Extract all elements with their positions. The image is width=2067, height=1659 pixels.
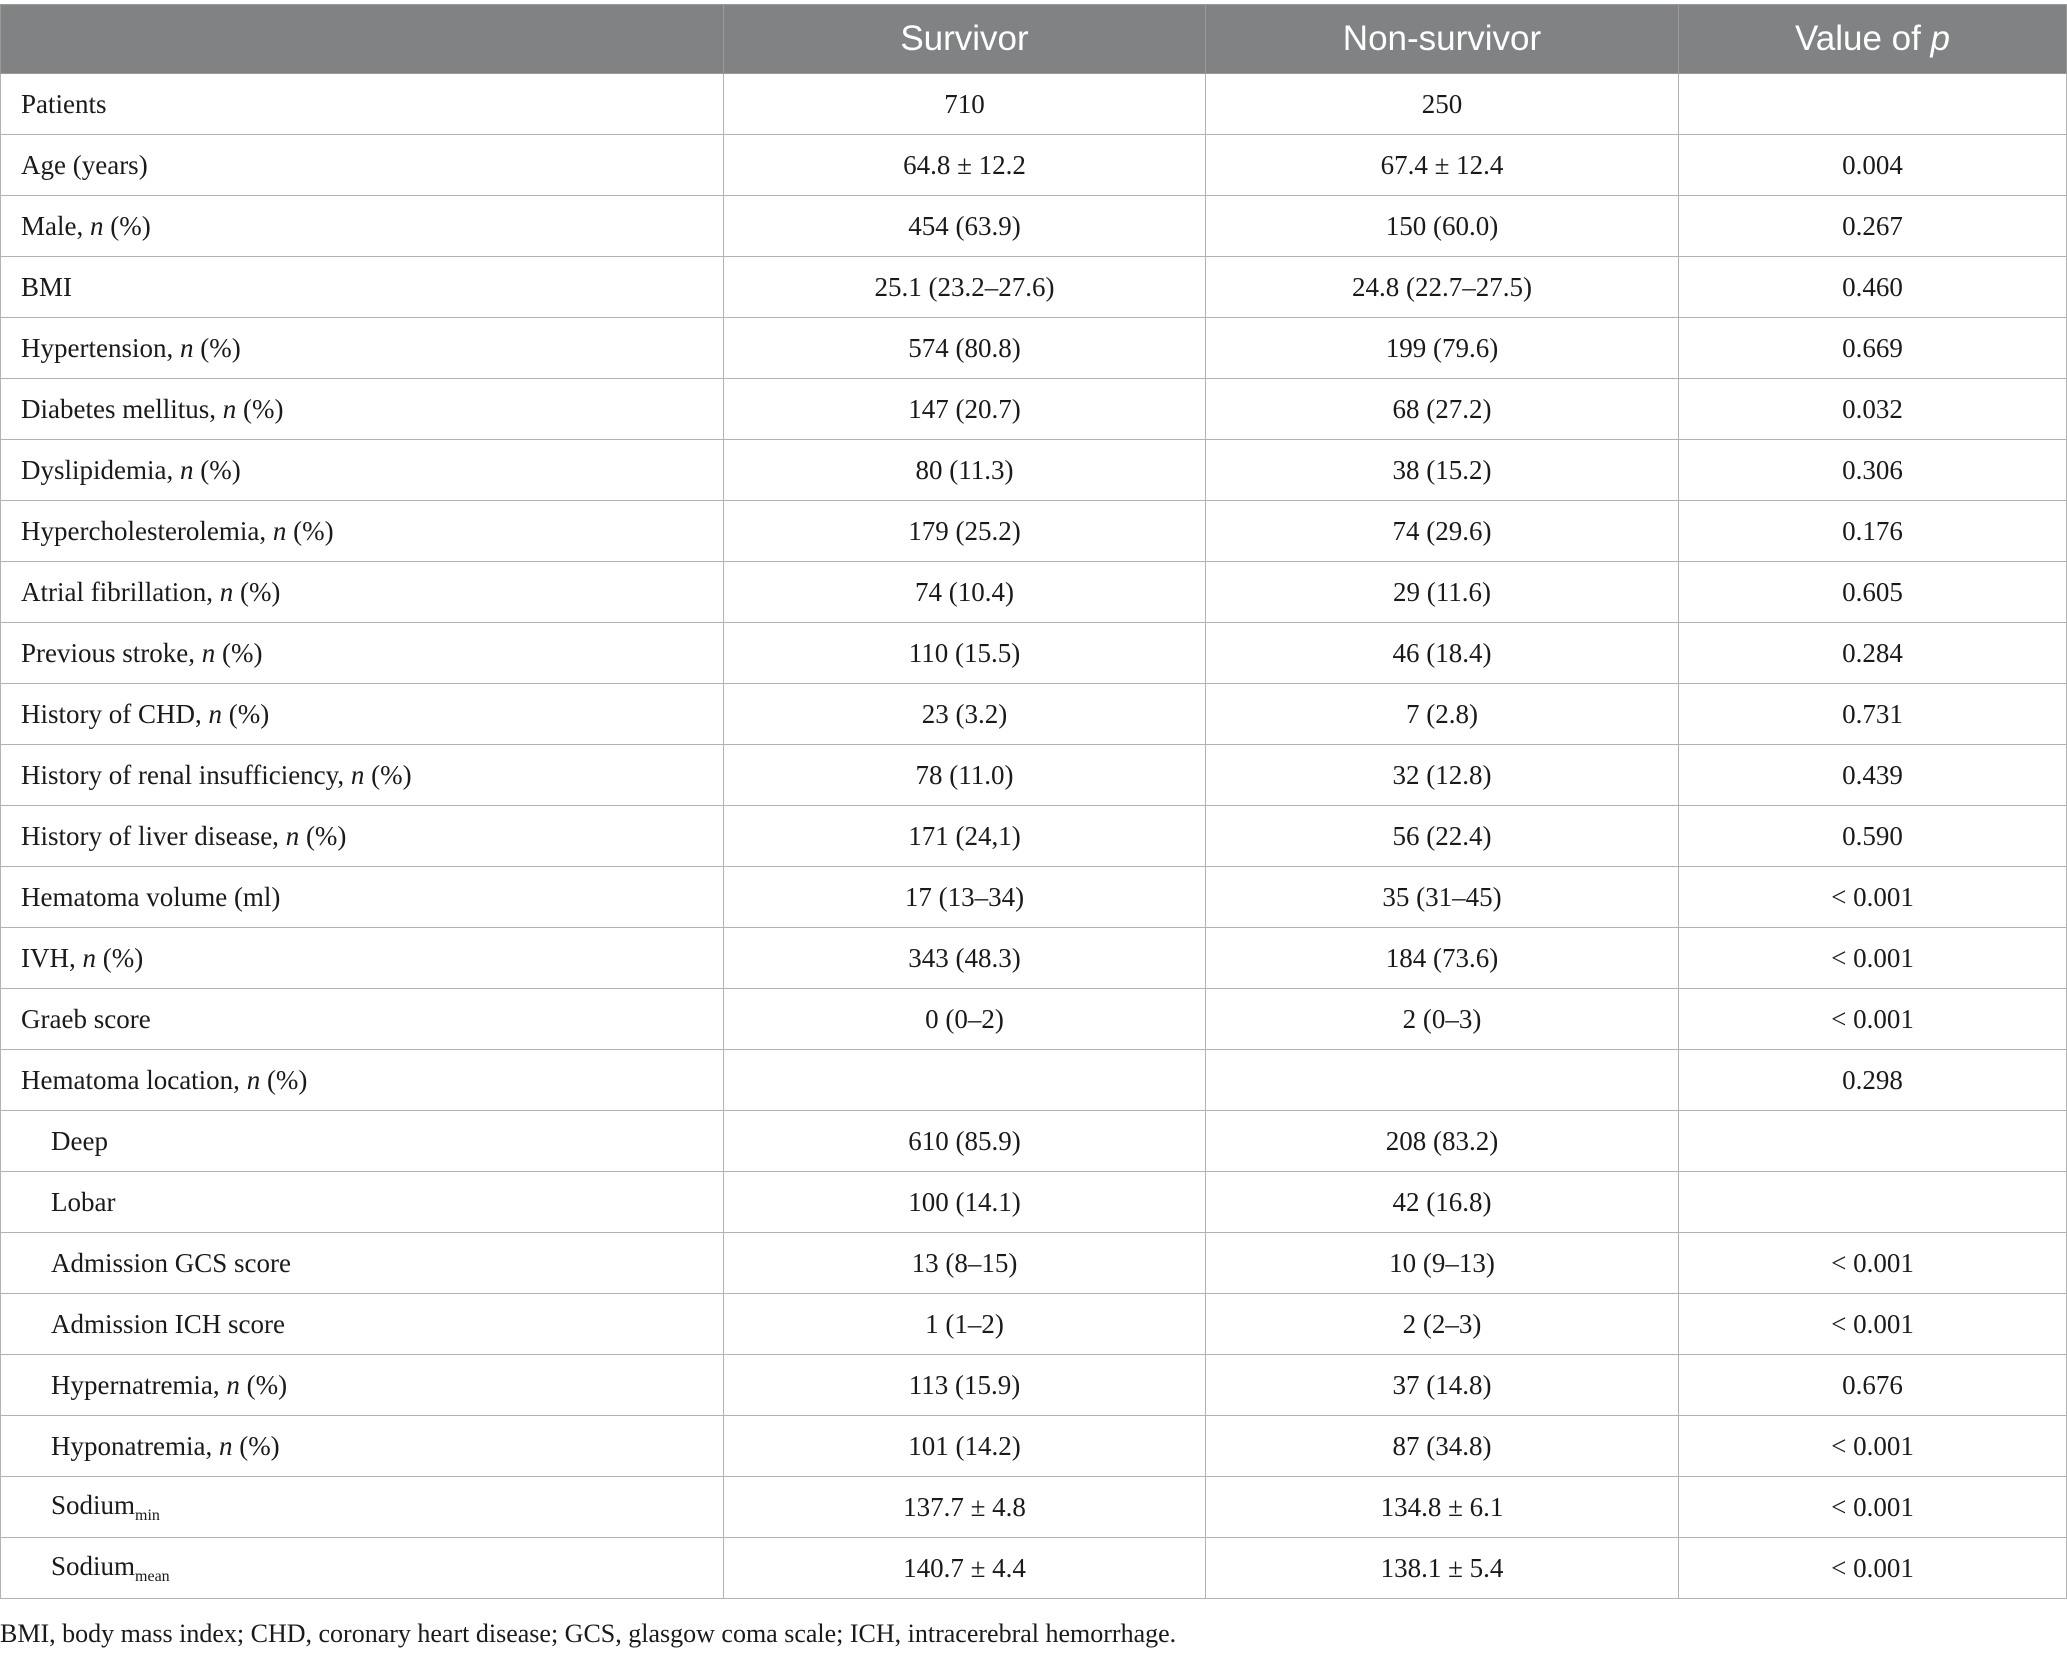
characteristics-table bbox=[0, 4, 2067, 1599]
cell-survivor: 110 (15.5) bbox=[724, 623, 1206, 684]
cell-non-survivor: 150 (60.0) bbox=[1206, 196, 1679, 257]
row-label-text: Hyponatremia, bbox=[51, 1430, 219, 1461]
cell-p-value: 0.004 bbox=[1679, 135, 2067, 196]
row-label bbox=[1, 1050, 724, 1111]
cell-p-value: 0.267 bbox=[1679, 196, 2067, 257]
row-label bbox=[1, 379, 724, 440]
cell-p-value: 0.731 bbox=[1679, 684, 2067, 745]
cell-p-value: 0.176 bbox=[1679, 501, 2067, 562]
row-label bbox=[1, 928, 724, 989]
table-row bbox=[1, 74, 2067, 135]
cell-survivor: 140.7 ± 4.4 bbox=[724, 1538, 1206, 1599]
cell-survivor: 100 (14.1) bbox=[724, 1172, 1206, 1233]
cell-p-value: < 0.001 bbox=[1679, 867, 2067, 928]
cell-p-value: 0.284 bbox=[1679, 623, 2067, 684]
row-label bbox=[1, 1294, 724, 1355]
cell-survivor: 17 (13–34) bbox=[724, 867, 1206, 928]
row-label-text: Atrial fibrillation, bbox=[21, 576, 220, 607]
n-symbol: n bbox=[201, 637, 216, 668]
cell-non-survivor: 35 (31–45) bbox=[1206, 867, 1679, 928]
row-label-text: IVH, bbox=[21, 942, 83, 973]
cell-p-value: < 0.001 bbox=[1679, 989, 2067, 1050]
cell-non-survivor: 10 (9–13) bbox=[1206, 1233, 1679, 1294]
row-label-text: Graeb score bbox=[21, 1003, 151, 1034]
row-label-text: Hematoma volume (ml) bbox=[21, 881, 281, 912]
row-label-text: Admission GCS score bbox=[51, 1247, 292, 1278]
cell-non-survivor: 32 (12.8) bbox=[1206, 745, 1679, 806]
table-row bbox=[1, 1172, 2067, 1233]
row-label-suffix: (%) bbox=[103, 210, 151, 241]
row-label-text: Hematoma location, bbox=[21, 1064, 247, 1095]
table-row bbox=[1, 1233, 2067, 1294]
header-p-value bbox=[1679, 5, 2067, 74]
cell-p-value: < 0.001 bbox=[1679, 1416, 2067, 1477]
row-label-suffix: (%) bbox=[286, 515, 334, 546]
cell-survivor: 78 (11.0) bbox=[724, 745, 1206, 806]
table-body bbox=[1, 74, 2067, 1599]
cell-survivor: 179 (25.2) bbox=[724, 501, 1206, 562]
cell-non-survivor: 68 (27.2) bbox=[1206, 379, 1679, 440]
cell-non-survivor: 42 (16.8) bbox=[1206, 1172, 1679, 1233]
cell-survivor: 23 (3.2) bbox=[724, 684, 1206, 745]
row-label bbox=[1, 196, 724, 257]
row-label bbox=[1, 318, 724, 379]
row-label-text: Admission ICH score bbox=[51, 1308, 285, 1339]
row-label-text: BMI bbox=[21, 271, 73, 302]
n-symbol: n bbox=[82, 942, 96, 973]
row-label bbox=[1, 745, 724, 806]
table-row bbox=[1, 745, 2067, 806]
table-row bbox=[1, 1538, 2067, 1599]
row-label-text: Age (years) bbox=[21, 149, 148, 180]
row-label-text: Deep bbox=[51, 1125, 108, 1156]
row-label bbox=[1, 806, 724, 867]
n-symbol: n bbox=[272, 515, 287, 546]
table-row bbox=[1, 1050, 2067, 1111]
row-label-suffix: (%) bbox=[239, 1369, 288, 1400]
cell-survivor: 454 (63.9) bbox=[724, 196, 1206, 257]
n-symbol: n bbox=[350, 759, 365, 790]
table-row bbox=[1, 257, 2067, 318]
row-label bbox=[1, 1355, 724, 1416]
table-row bbox=[1, 623, 2067, 684]
cell-p-value: 0.669 bbox=[1679, 318, 2067, 379]
row-label-text: History of CHD, bbox=[21, 698, 209, 729]
row-label-suffix: (%) bbox=[299, 820, 347, 851]
row-label bbox=[1, 1172, 724, 1233]
cell-p-value bbox=[1679, 74, 2067, 135]
cell-survivor: 1 (1–2) bbox=[724, 1294, 1206, 1355]
header-p-prefix: Value of bbox=[1794, 19, 1931, 58]
row-label bbox=[1, 562, 724, 623]
cell-non-survivor: 87 (34.8) bbox=[1206, 1416, 1679, 1477]
row-label-text: Patients bbox=[21, 88, 107, 119]
cell-non-survivor: 67.4 ± 12.4 bbox=[1206, 135, 1679, 196]
n-symbol: n bbox=[218, 1430, 233, 1461]
cell-survivor: 171 (24,1) bbox=[724, 806, 1206, 867]
cell-p-value: 0.032 bbox=[1679, 379, 2067, 440]
cell-non-survivor: 38 (15.2) bbox=[1206, 440, 1679, 501]
table-row bbox=[1, 196, 2067, 257]
row-label bbox=[1, 1233, 724, 1294]
table-row bbox=[1, 989, 2067, 1050]
table-row bbox=[1, 1477, 2067, 1538]
cell-p-value: < 0.001 bbox=[1679, 1233, 2067, 1294]
cell-p-value bbox=[1679, 1172, 2067, 1233]
cell-survivor bbox=[724, 1050, 1206, 1111]
row-label-suffix: (%) bbox=[215, 637, 263, 668]
cell-survivor: 80 (11.3) bbox=[724, 440, 1206, 501]
table-row bbox=[1, 1416, 2067, 1477]
table-row bbox=[1, 1111, 2067, 1172]
row-label-text: Male, bbox=[21, 210, 90, 241]
n-symbol: n bbox=[285, 820, 300, 851]
table-row bbox=[1, 318, 2067, 379]
cell-non-survivor: 46 (18.4) bbox=[1206, 623, 1679, 684]
cell-non-survivor: 37 (14.8) bbox=[1206, 1355, 1679, 1416]
row-label-suffix: (%) bbox=[233, 576, 281, 607]
n-symbol: n bbox=[208, 698, 222, 729]
row-label-suffix: (%) bbox=[222, 698, 270, 729]
n-symbol: n bbox=[179, 454, 194, 485]
cell-survivor: 343 (48.3) bbox=[724, 928, 1206, 989]
n-symbol: n bbox=[89, 210, 104, 241]
cell-survivor: 74 (10.4) bbox=[724, 562, 1206, 623]
row-label bbox=[1, 623, 724, 684]
row-label-text: Hypertension, bbox=[21, 332, 180, 363]
n-symbol: n bbox=[246, 1064, 261, 1095]
row-label-subscript: mean bbox=[135, 1567, 170, 1585]
row-label-text: Dyslipidemia, bbox=[21, 454, 180, 485]
cell-survivor: 147 (20.7) bbox=[724, 379, 1206, 440]
table-row bbox=[1, 379, 2067, 440]
cell-p-value: 0.605 bbox=[1679, 562, 2067, 623]
row-label bbox=[1, 74, 724, 135]
cell-non-survivor: 250 bbox=[1206, 74, 1679, 135]
row-label bbox=[1, 1111, 724, 1172]
row-label bbox=[1, 135, 724, 196]
row-label-text: Sodium bbox=[51, 1550, 136, 1581]
cell-non-survivor: 184 (73.6) bbox=[1206, 928, 1679, 989]
header-p-symbol: p bbox=[1930, 19, 1951, 58]
cell-survivor: 113 (15.9) bbox=[724, 1355, 1206, 1416]
table-row bbox=[1, 928, 2067, 989]
table-container bbox=[0, 4, 2066, 1599]
row-label bbox=[1, 257, 724, 318]
row-label bbox=[1, 1477, 724, 1538]
row-label-text: History of liver disease, bbox=[21, 820, 286, 851]
table-row bbox=[1, 562, 2067, 623]
cell-p-value: 0.439 bbox=[1679, 745, 2067, 806]
cell-non-survivor bbox=[1206, 1050, 1679, 1111]
cell-p-value: < 0.001 bbox=[1679, 1477, 2067, 1538]
header-survivor: Survivor bbox=[724, 5, 1206, 74]
row-label-text: History of renal insufficiency, bbox=[21, 759, 351, 790]
row-label bbox=[1, 1538, 724, 1599]
header-characteristic bbox=[1, 5, 724, 74]
cell-p-value: 0.676 bbox=[1679, 1355, 2067, 1416]
row-label-suffix: (%) bbox=[232, 1430, 280, 1461]
cell-non-survivor: 2 (0–3) bbox=[1206, 989, 1679, 1050]
cell-survivor: 13 (8–15) bbox=[724, 1233, 1206, 1294]
row-label bbox=[1, 684, 724, 745]
cell-p-value: < 0.001 bbox=[1679, 1538, 2067, 1599]
cell-p-value: 0.298 bbox=[1679, 1050, 2067, 1111]
row-label-text: Previous stroke, bbox=[21, 637, 202, 668]
row-label-text: Hypernatremia, bbox=[51, 1369, 227, 1400]
row-label-text: Sodium bbox=[51, 1489, 136, 1520]
cell-p-value: 0.590 bbox=[1679, 806, 2067, 867]
row-label bbox=[1, 989, 724, 1050]
header-row bbox=[1, 5, 2067, 74]
cell-non-survivor: 138.1 ± 5.4 bbox=[1206, 1538, 1679, 1599]
cell-non-survivor: 134.8 ± 6.1 bbox=[1206, 1477, 1679, 1538]
cell-p-value: 0.460 bbox=[1679, 257, 2067, 318]
row-label bbox=[1, 501, 724, 562]
row-label bbox=[1, 440, 724, 501]
n-symbol: n bbox=[179, 332, 194, 363]
table-row bbox=[1, 1294, 2067, 1355]
cell-non-survivor: 24.8 (22.7–27.5) bbox=[1206, 257, 1679, 318]
cell-p-value: 0.306 bbox=[1679, 440, 2067, 501]
n-symbol: n bbox=[222, 393, 237, 424]
cell-survivor: 64.8 ± 12.2 bbox=[724, 135, 1206, 196]
cell-p-value: < 0.001 bbox=[1679, 928, 2067, 989]
table-row bbox=[1, 806, 2067, 867]
table-row bbox=[1, 501, 2067, 562]
n-symbol: n bbox=[226, 1369, 240, 1400]
row-label-suffix: (%) bbox=[96, 942, 144, 973]
n-symbol: n bbox=[219, 576, 234, 607]
cell-non-survivor: 7 (2.8) bbox=[1206, 684, 1679, 745]
row-label-suffix: (%) bbox=[236, 393, 284, 424]
table-row bbox=[1, 135, 2067, 196]
cell-non-survivor: 2 (2–3) bbox=[1206, 1294, 1679, 1355]
row-label-text: Lobar bbox=[51, 1186, 116, 1217]
cell-survivor: 610 (85.9) bbox=[724, 1111, 1206, 1172]
cell-p-value: < 0.001 bbox=[1679, 1294, 2067, 1355]
row-label-text: Hypercholesterolemia, bbox=[21, 515, 273, 546]
table-row bbox=[1, 440, 2067, 501]
cell-non-survivor: 29 (11.6) bbox=[1206, 562, 1679, 623]
row-label-suffix: (%) bbox=[260, 1064, 308, 1095]
table-header bbox=[1, 5, 2067, 74]
cell-survivor: 101 (14.2) bbox=[724, 1416, 1206, 1477]
row-label bbox=[1, 1416, 724, 1477]
row-label bbox=[1, 867, 724, 928]
table-row bbox=[1, 1355, 2067, 1416]
row-label-suffix: (%) bbox=[193, 454, 241, 485]
cell-survivor: 25.1 (23.2–27.6) bbox=[724, 257, 1206, 318]
cell-non-survivor: 74 (29.6) bbox=[1206, 501, 1679, 562]
table-row bbox=[1, 684, 2067, 745]
table-footnote: BMI, body mass index; CHD, coronary heart disease; GCS, glasgow coma scale; ICH, intracerebral hemorrhage. bbox=[0, 1619, 1177, 1648]
row-label-suffix: (%) bbox=[193, 332, 241, 363]
cell-non-survivor: 56 (22.4) bbox=[1206, 806, 1679, 867]
cell-non-survivor: 208 (83.2) bbox=[1206, 1111, 1679, 1172]
table-row bbox=[1, 867, 2067, 928]
cell-survivor: 710 bbox=[724, 74, 1206, 135]
cell-survivor: 574 (80.8) bbox=[724, 318, 1206, 379]
row-label-suffix: (%) bbox=[364, 759, 412, 790]
header-non-survivor: Non-survivor bbox=[1206, 5, 1679, 74]
cell-survivor: 0 (0–2) bbox=[724, 989, 1206, 1050]
cell-non-survivor: 199 (79.6) bbox=[1206, 318, 1679, 379]
cell-survivor: 137.7 ± 4.8 bbox=[724, 1477, 1206, 1538]
row-label-text: Diabetes mellitus, bbox=[21, 393, 223, 424]
cell-p-value bbox=[1679, 1111, 2067, 1172]
row-label-subscript: min bbox=[135, 1506, 160, 1524]
